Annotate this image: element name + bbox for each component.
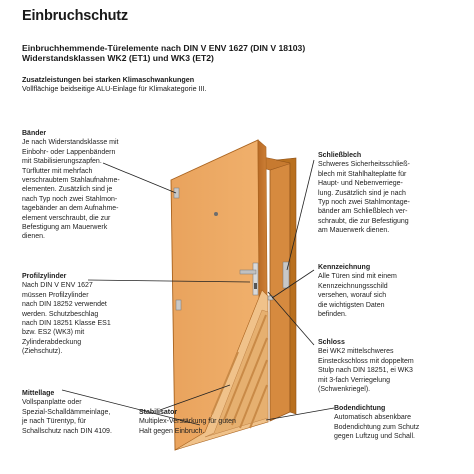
callout-mittellage-heading: Mittellage: [22, 390, 55, 397]
callout-bodendichtung-text: Automatisch absenkbare Bodendichtung zum Schutz gegen Luftzug und Schall.: [334, 414, 420, 441]
callout-mittellage: [22, 389, 152, 436]
callout-stabilisator-text: Multiplex-Verstärkung für guten Halt gegen Einbruch.: [139, 418, 236, 435]
callout-stabilisator: [139, 408, 279, 436]
callout-profilzylinder-heading: Profilzylinder: [22, 273, 67, 280]
hinge-middle-icon: [176, 300, 181, 310]
callout-schliessblech: [318, 151, 458, 236]
callout-schliessblech-text: Schweres Sicherheitsschließ- blech mit Stahlhalteplatte für Haupt- und Nebenverriege- lung. Zusätzlich sind je nach Typ noch zwei Stahlmontage- bänder am Schließblech ver- schraubt, die zur Befestigung am Mauerwerk dienen.: [318, 161, 410, 235]
callout-baender-text: Je nach Widerstandsklasse mit Einbohr- oder Lappenbändern mit Stabilisierungszapfen. Türflutter mit mehrfach verschraubtem Stahlaufnahme- elementen. Zusätzlich sind je nach Typ noch zwei Stahlmon- tagebänder an dem Aufnahme- element verschraubt, die zur Befestigung am Mauerwerk dienen.: [22, 139, 120, 241]
lock-plate-icon: [253, 263, 258, 295]
callout-baender-heading: Bänder: [22, 130, 47, 137]
callout-schloss: [318, 338, 458, 394]
callout-schloss-text: Bei WK2 mittelschweres Einsteckschloss mit doppeltem Stulp nach DIN 18251, ei WK3 mit 3-fach Verriegelung (Schwenkriegel).: [318, 348, 414, 394]
callout-mittellage-text: Vollspanplatte oder Spezial-Schalldämmeinlage, je nach Türentyp, für Schallschutz nach DIN 4109.: [22, 399, 112, 435]
cylinder-icon: [254, 283, 257, 289]
callout-kennzeichnung-text: Alle Türen sind mit einem Kennzeichnungsschild versehen, worauf sich die wichtigsten Daten befinden.: [318, 273, 397, 319]
subtitle-classes: Widerstandsklassen WK2 (ET1) und WK3 (ET2): [22, 53, 214, 63]
callout-bodendichtung: [334, 404, 459, 442]
door-handle-icon: [240, 270, 256, 274]
callout-kennzeichnung-heading: Kennzeichnung: [318, 264, 371, 271]
callout-baender: [22, 129, 172, 242]
climate-note-text: Vollflächige beidseitige ALU-Einlage für Klimakategorie III.: [22, 84, 207, 93]
callout-bodendichtung-heading: Bodendichtung: [334, 405, 386, 412]
callout-schliessblech-heading: Schließblech: [318, 152, 362, 159]
callout-kennzeichnung: [318, 263, 458, 319]
page-title: Einbruchschutz: [22, 8, 128, 24]
subtitle-standard: Einbruchhemmende-Türelemente nach DIN V ENV 1627 (DIN V 18103): [22, 43, 306, 53]
climate-note-heading: Zusatzleistungen bei starken Klimaschwankungen: [22, 75, 195, 84]
callout-schloss-heading: Schloss: [318, 339, 345, 346]
callout-profilzylinder: [22, 272, 132, 357]
peephole-icon: [214, 212, 218, 216]
callout-stabilisator-heading: Stabilisator: [139, 409, 178, 416]
callout-profilzylinder-text: Nach DIN V ENV 1627 müssen Profilzylinder nach DIN 18252 verwendet werden. Schutzbeschlag nach DIN 18251 Klasse ES1 bzw. ES2 (WK3) mit Zylinderabdeckung (Ziehschutz).: [22, 282, 111, 356]
hinge-top-icon: [174, 188, 179, 198]
